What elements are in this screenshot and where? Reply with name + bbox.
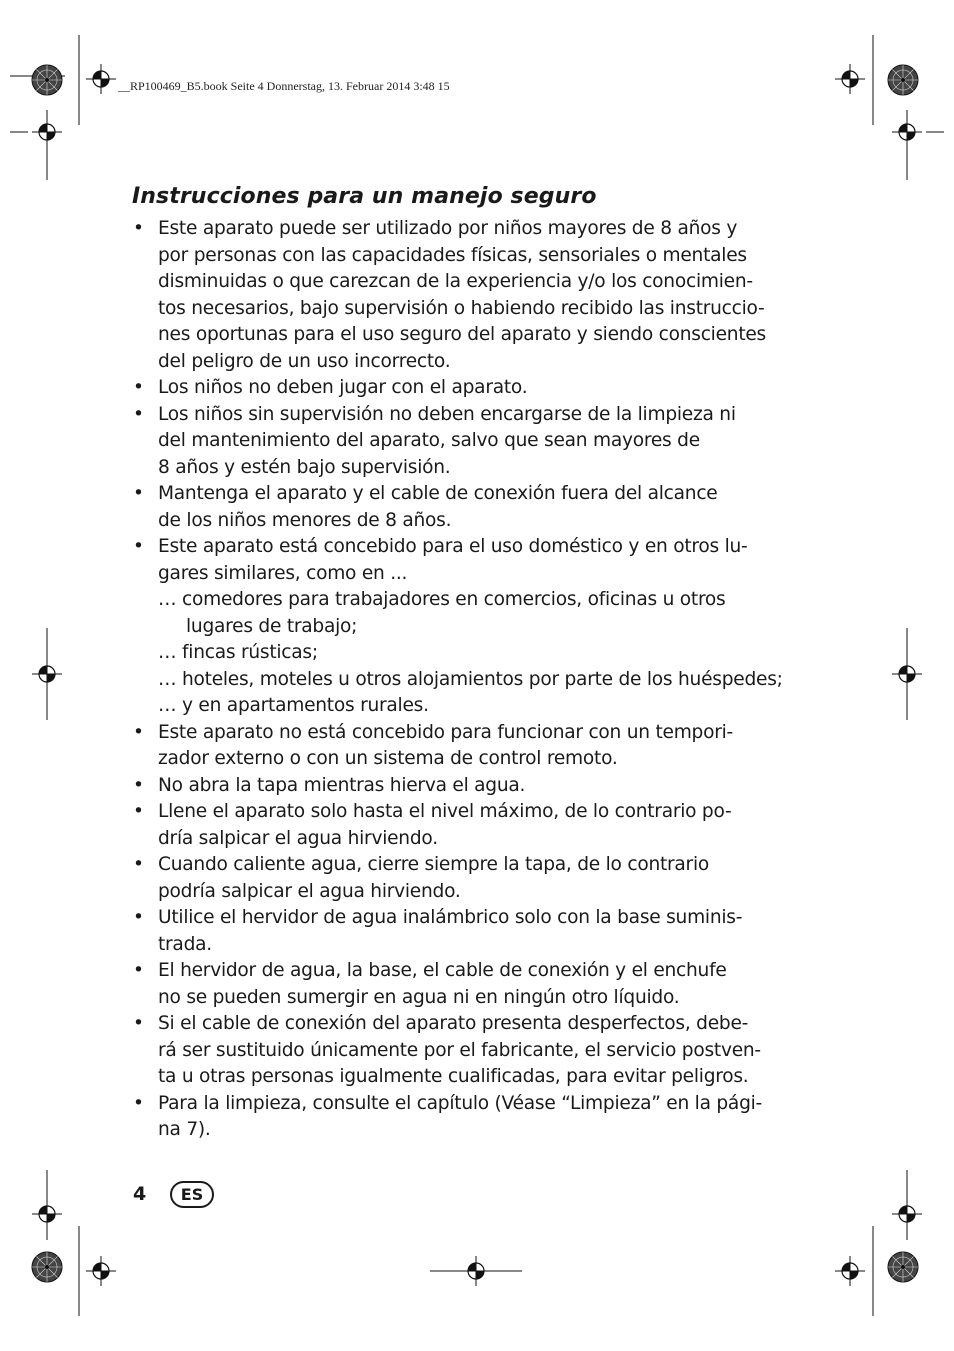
text-line: Este aparato está concebido para el uso doméstico y en otros lu- bbox=[158, 536, 748, 557]
bullet-marker: • bbox=[133, 774, 144, 796]
text-line: dría salpicar el agua hirviendo. bbox=[158, 827, 438, 849]
text-line: No abra la tapa mientras hierva el agua. bbox=[158, 774, 526, 796]
bullet-item bbox=[132, 216, 812, 375]
bullet-marker: • bbox=[133, 854, 144, 875]
text-line: trada. bbox=[158, 933, 212, 955]
usage-locations-list bbox=[132, 587, 812, 720]
text-line: de los niños menores de 8 años. bbox=[158, 509, 452, 531]
bullet-item bbox=[132, 534, 812, 587]
text-line: del peligro de un uso incorrecto. bbox=[158, 350, 451, 372]
bullet-marker: • bbox=[133, 960, 144, 981]
bullet-item bbox=[132, 1091, 812, 1144]
bullet-item bbox=[132, 375, 812, 402]
bullet-marker: • bbox=[133, 483, 144, 504]
sub-item bbox=[158, 587, 812, 640]
bullet-item bbox=[132, 958, 812, 1011]
bullet-list-continued bbox=[132, 720, 812, 1144]
bullet-item bbox=[132, 905, 812, 958]
bullet-marker: • bbox=[133, 377, 144, 398]
page-number: 4 bbox=[133, 1183, 147, 1205]
text-line: Este aparato no está concebido para funcionar con un tempori- bbox=[158, 721, 734, 743]
text-line: Los niños no deben jugar con el aparato. bbox=[158, 377, 528, 398]
text-line: no se pueden sumergir en agua ni en ningún otro líquido. bbox=[158, 986, 680, 1008]
text-line: … comedores para trabajadores en comercios, oficinas u otros bbox=[158, 589, 726, 610]
text-line: na 7). bbox=[158, 1119, 211, 1140]
text-line: por personas con las capacidades físicas, sensoriales o mentales bbox=[158, 244, 747, 266]
text-line: Llene el aparato solo hasta el nivel máximo, de lo contrario po- bbox=[158, 801, 732, 822]
bullet-item bbox=[132, 773, 812, 800]
bullet-marker: • bbox=[133, 536, 144, 557]
sub-item bbox=[158, 667, 812, 694]
bullet-item bbox=[132, 720, 812, 773]
text-line: 8 años y estén bajo supervisión. bbox=[158, 456, 451, 478]
text-line: El hervidor de agua, la base, el cable de conexión y el enchufe bbox=[158, 960, 727, 981]
section-heading: Instrucciones para un manejo seguro bbox=[132, 184, 597, 209]
bullet-marker: • bbox=[133, 801, 144, 822]
text-line: Para la limpieza, consulte el capítulo (Véase “Limpieza” en la pági- bbox=[158, 1092, 762, 1114]
bullet-marker: • bbox=[133, 403, 144, 425]
bullet-list bbox=[132, 216, 812, 587]
text-line: Este aparato puede ser utilizado por niños mayores de 8 años y bbox=[158, 218, 738, 239]
text-line: disminuidas o que carezcan de la experiencia y/o los conocimien- bbox=[158, 271, 753, 292]
bullet-marker: • bbox=[133, 1092, 144, 1114]
bullet-item bbox=[132, 852, 812, 905]
text-line: … y en apartamentos rurales. bbox=[158, 695, 429, 716]
text-line: … fincas rústicas; bbox=[158, 642, 318, 663]
text-line: … hoteles, moteles u otros alojamientos por parte de los huéspedes; bbox=[158, 668, 783, 690]
bullet-item bbox=[132, 402, 812, 482]
text-line: Si el cable de conexión del aparato presenta desperfectos, debe- bbox=[158, 1013, 749, 1034]
bullet-marker: • bbox=[133, 721, 144, 743]
text-line: nes oportunas para el uso seguro del aparato y siendo conscientes bbox=[158, 324, 766, 345]
text-line: del mantenimiento del aparato, salvo que sean mayores de bbox=[158, 430, 700, 451]
text-line: gares similares, como en ... bbox=[158, 562, 408, 584]
sub-item bbox=[158, 693, 812, 720]
bullet-item bbox=[132, 481, 812, 534]
text-line: zador externo o con un sistema de control remoto. bbox=[158, 748, 618, 769]
bullet-item bbox=[132, 1011, 812, 1091]
print-slug: __RP100469_B5.book Seite 4 Donnerstag, 13. Februar 2014 3:48 15 bbox=[118, 79, 450, 93]
text-line: tos necesarios, bajo supervisión o habiendo recibido las instruccio- bbox=[158, 297, 765, 319]
text-line: Los niños sin supervisión no deben encargarse de la limpieza ni bbox=[158, 403, 736, 425]
bullet-marker: • bbox=[133, 218, 144, 239]
bullet-item bbox=[132, 799, 812, 852]
text-line: Mantenga el aparato y el cable de conexión fuera del alcance bbox=[158, 483, 718, 504]
bullet-marker: • bbox=[133, 1013, 144, 1034]
text-line: rá ser sustituido únicamente por el fabricante, el servicio postven- bbox=[158, 1039, 761, 1061]
text-line: ta u otras personas igualmente cualificadas, para evitar peligros. bbox=[158, 1066, 749, 1087]
bullet-marker: • bbox=[133, 907, 144, 928]
sub-item bbox=[158, 640, 812, 667]
text-line: lugares de trabajo; bbox=[186, 615, 358, 637]
safety-instructions bbox=[132, 216, 812, 1144]
text-line: podría salpicar el agua hirviendo. bbox=[158, 880, 461, 902]
text-line: Cuando caliente agua, cierre siempre la tapa, de lo contrario bbox=[158, 854, 709, 875]
language-badge: ES bbox=[170, 1181, 214, 1208]
text-line: Utilice el hervidor de agua inalámbrico solo con la base suminis- bbox=[158, 907, 743, 928]
